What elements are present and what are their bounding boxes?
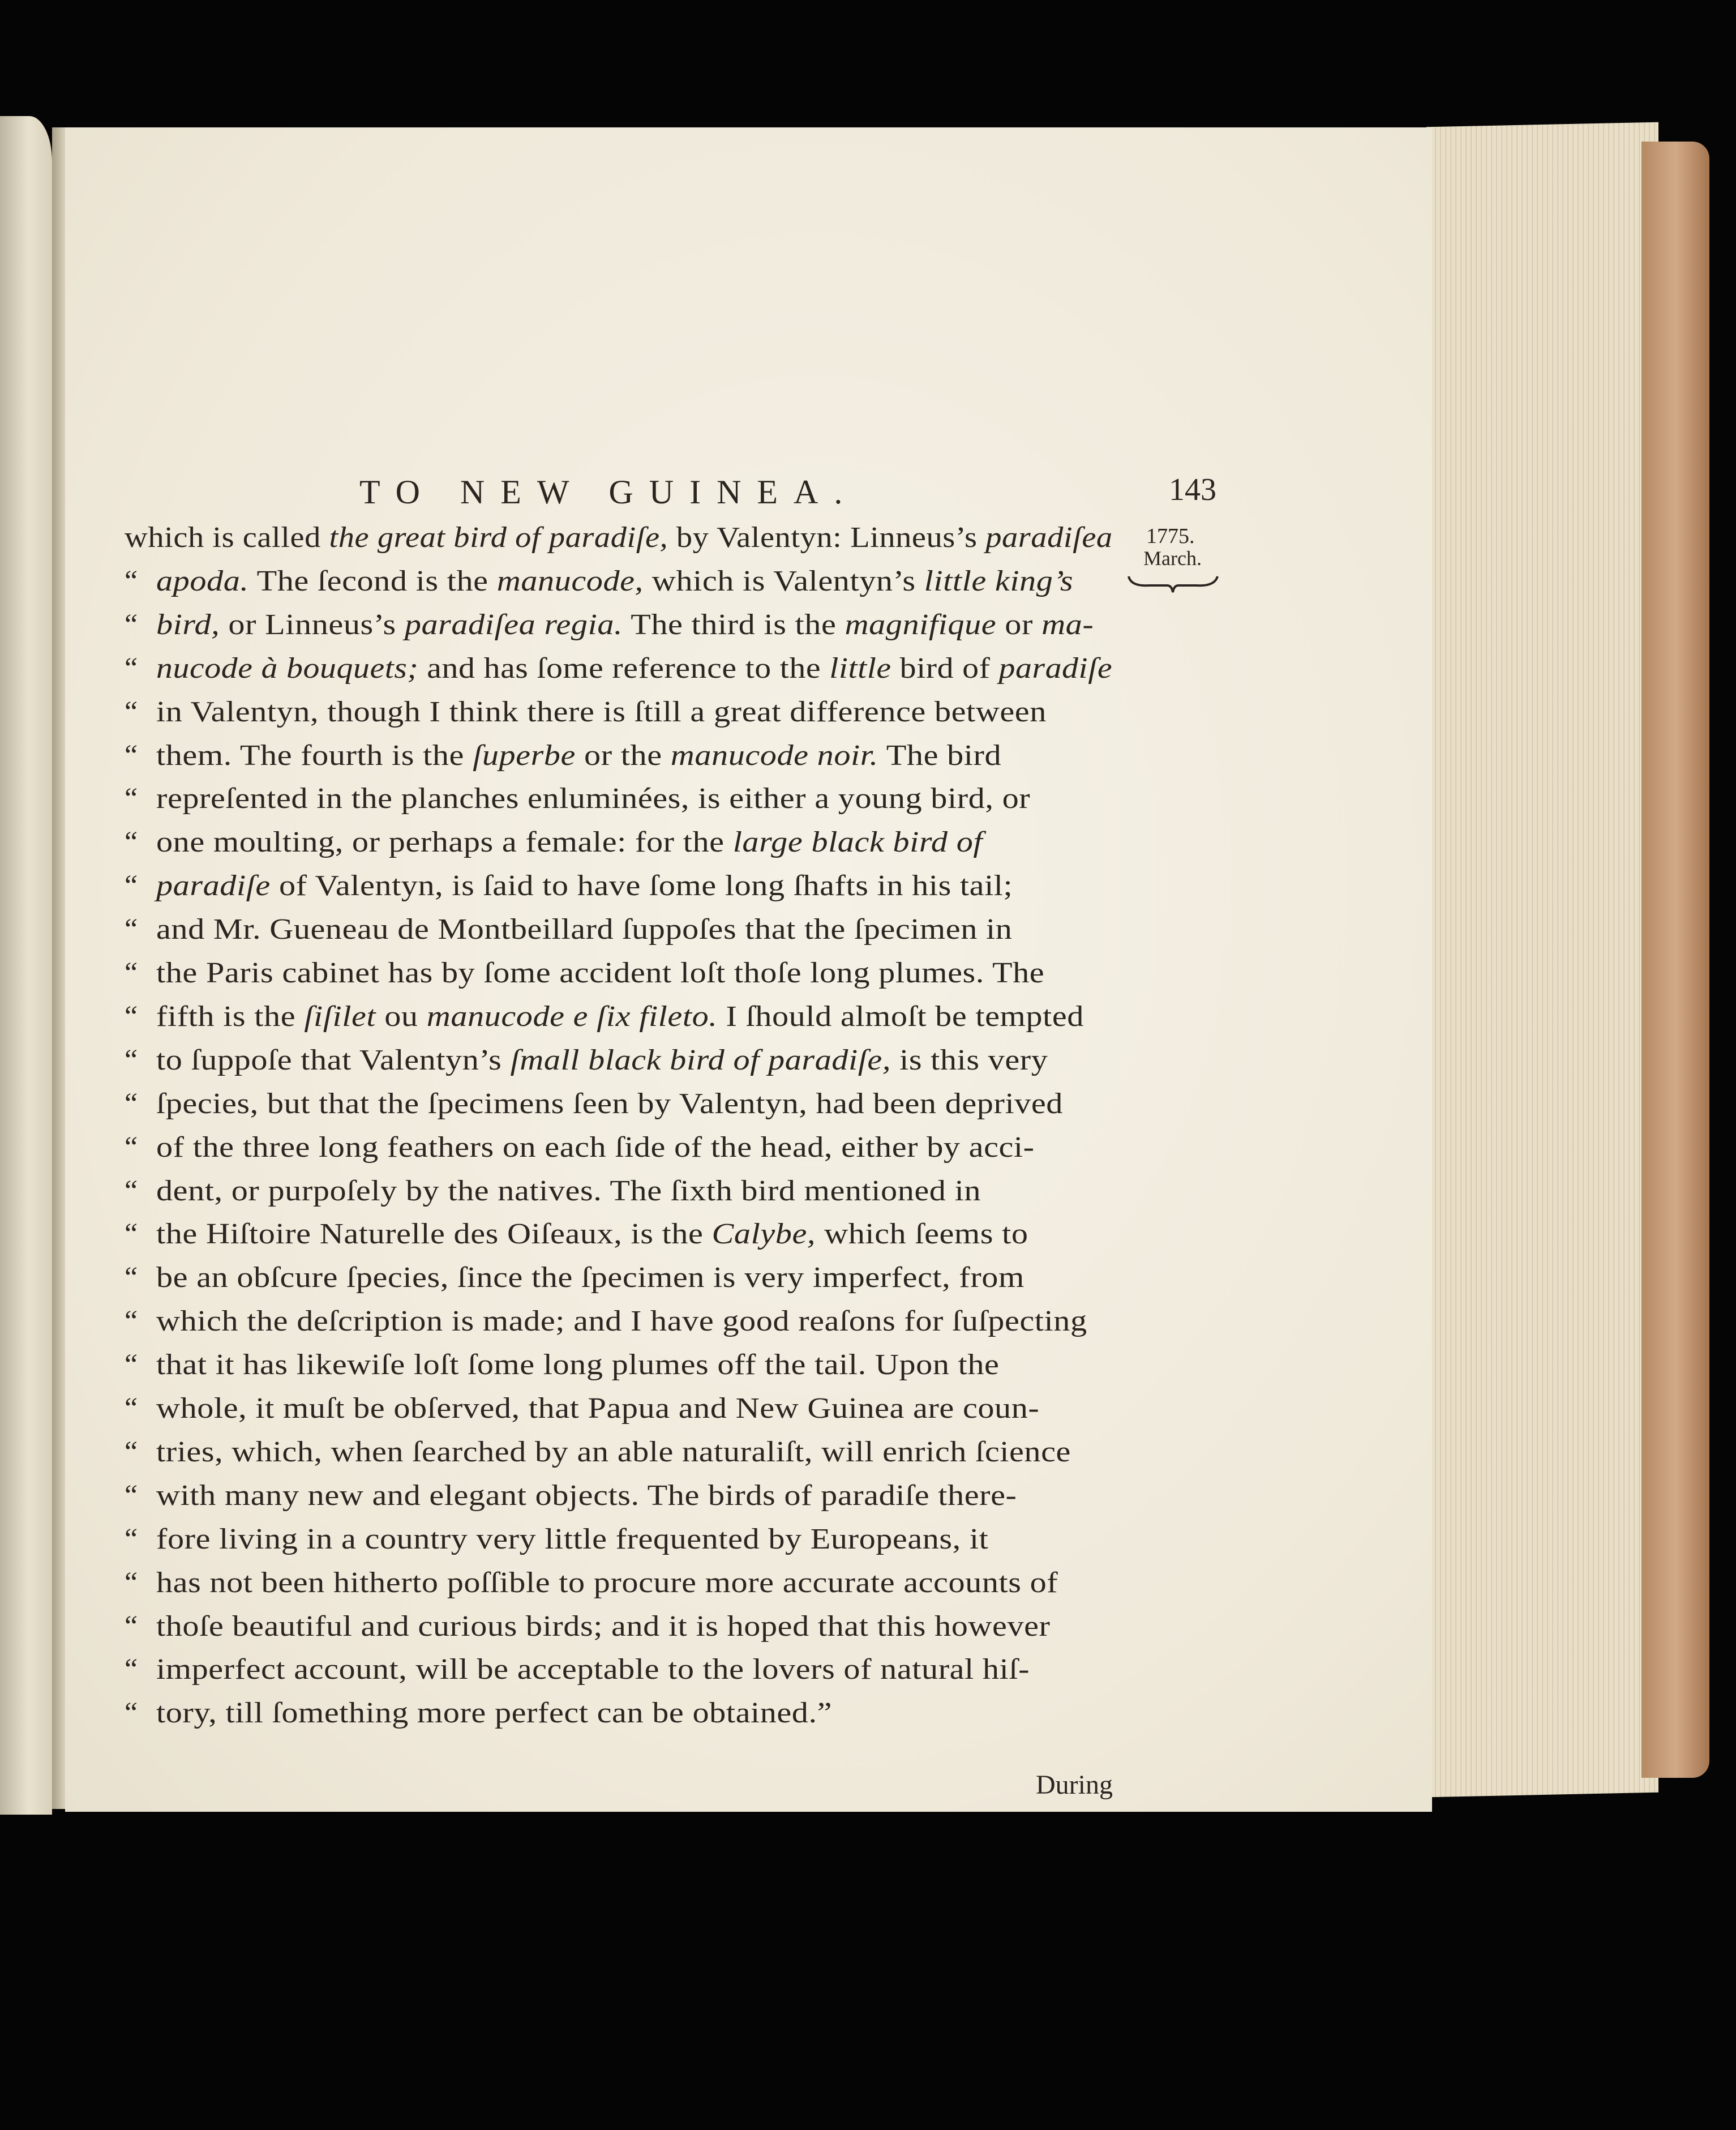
roman-text: to ſuppoſe that Valentyn’s (156, 1043, 511, 1076)
text-line (125, 608, 1094, 641)
roman-text: in Valentyn, though I think there is ſtill a great difference between (156, 695, 1047, 728)
italic-text: magnifique (845, 608, 997, 641)
italic-text: ſiſilet (304, 1000, 376, 1033)
page-number: 143 (1169, 472, 1216, 507)
roman-text: that it has likewiſe loſt ſome long plumes off the tail. Upon the (156, 1349, 1000, 1381)
italic-text: nucode à bouquets; (156, 652, 419, 685)
line-text (156, 1348, 999, 1381)
catchword: During (1036, 1770, 1113, 1800)
italic-text: paradiſe (998, 652, 1113, 685)
text-line (125, 1392, 1040, 1425)
quote-mark: “ (125, 870, 138, 903)
quote-mark: “ (125, 1000, 138, 1033)
line-text (156, 1653, 1030, 1686)
roman-text: dent, or purpoſely by the natives. The ſixth bird mentioned in (156, 1174, 981, 1207)
text-line (125, 739, 1002, 772)
line-text (156, 1610, 1051, 1643)
line-text (156, 1304, 1087, 1338)
italic-text: large black bird of (732, 826, 983, 859)
quote-mark: “ (125, 1653, 138, 1686)
italic-text: apoda. (156, 564, 249, 597)
quote-mark: “ (125, 739, 138, 772)
roman-text: tory, till ſomething more perfect can be obtained.” (156, 1697, 833, 1730)
text-line (125, 913, 1013, 946)
roman-text: bird of (891, 652, 999, 685)
roman-text: The ſecond is the (248, 564, 497, 597)
line-text (156, 913, 1012, 946)
quote-mark: “ (125, 1566, 138, 1599)
italic-text: paradiſea regia. (404, 608, 623, 641)
text-line (125, 695, 1047, 729)
line-text (156, 739, 1001, 772)
quote-mark: “ (125, 1610, 138, 1643)
line-text (156, 1174, 981, 1208)
roman-text: imperfect account, will be acceptable to the lovers of natural hiſ- (156, 1653, 1030, 1686)
quote-mark: “ (125, 1218, 138, 1251)
roman-text: I ſhould almoſt be tempted (717, 1000, 1084, 1033)
line-text (156, 608, 1094, 641)
book-page (65, 127, 1432, 1812)
italic-text: little (829, 652, 891, 685)
roman-text: whole, it muſt be obſerved, that Papua and New Guinea are coun- (156, 1392, 1040, 1425)
text-line (125, 869, 1013, 903)
quote-mark: “ (125, 1087, 138, 1120)
roman-text: or Linneus’s (220, 608, 405, 641)
quote-mark: “ (125, 1131, 138, 1164)
roman-text: one moulting, or perhaps a female: for the (156, 826, 733, 859)
roman-text: them. The fourth is the (156, 739, 473, 772)
roman-text: the Paris cabinet has by ſome accident loſt thoſe long plumes. The (156, 957, 1045, 989)
line-text (156, 1435, 1071, 1469)
quote-mark: “ (125, 1522, 138, 1555)
text-line (125, 956, 1045, 990)
roman-text: with many new and elegant objects. The birds of paradiſe there- (156, 1479, 1017, 1512)
text-line (125, 1043, 1048, 1077)
line-text (125, 521, 1113, 554)
italic-text: the great bird of paradiſe, (329, 521, 668, 554)
roman-text: is this very (890, 1043, 1048, 1076)
text-line (125, 521, 1113, 554)
text-line (125, 1610, 1051, 1643)
line-text (156, 1566, 1058, 1599)
text-line (125, 1174, 981, 1208)
line-text (156, 956, 1044, 990)
roman-text: fore living in a country very little frequented by Europeans, it (156, 1522, 989, 1555)
roman-text: has not been hitherto poſſible to procure more accurate accounts of (156, 1566, 1058, 1599)
quote-mark: “ (125, 564, 138, 597)
roman-text: tries, which, when ſearched by an able naturaliſt, will enrich ſcience (156, 1435, 1071, 1468)
line-text (156, 1217, 1028, 1251)
roman-text: thoſe beautiful and curious birds; and it is hoped that this however (156, 1610, 1051, 1643)
roman-text: which is called (125, 521, 329, 554)
italic-text: ſuperbe (473, 739, 576, 772)
roman-text: and has ſome reference to the (418, 652, 830, 685)
text-line (125, 1479, 1017, 1512)
roman-text: of Valentyn, is ſaid to have ſome long ſhafts in his tail; (270, 870, 1013, 903)
text-line (125, 782, 1031, 815)
roman-text: ou (376, 1000, 427, 1033)
roman-text: and Mr. Gueneau de Montbeillard ſuppoſes that the ſpecimen in (156, 913, 1013, 946)
text-line (125, 1131, 1035, 1164)
text-line (125, 1000, 1084, 1033)
page-stack-fore-edge (1426, 122, 1658, 1798)
line-text (156, 782, 1030, 815)
running-title: TO NEW GUINEA. (359, 473, 859, 511)
roman-text: fifth is the (156, 1000, 305, 1033)
quote-mark: “ (125, 652, 138, 685)
quote-mark: “ (125, 1174, 138, 1207)
line-text (156, 1696, 832, 1730)
text-line (125, 826, 983, 859)
line-text (156, 1479, 1017, 1512)
roman-text: of the three long feathers on each ſide of the head, either by acci- (156, 1131, 1035, 1164)
line-text (156, 1000, 1084, 1033)
line-text (156, 1131, 1035, 1164)
roman-text: The bird (878, 739, 1002, 772)
line-text (156, 652, 1112, 685)
italic-text: manucode, (496, 564, 644, 597)
text-line (125, 1348, 1000, 1381)
quote-mark: “ (125, 1261, 138, 1294)
text-line (125, 1304, 1087, 1338)
margin-note-year: 1775. (1146, 524, 1195, 548)
text-line (125, 564, 1074, 598)
text-line (125, 1566, 1058, 1599)
line-text (156, 695, 1047, 729)
text-line (125, 1522, 989, 1556)
quote-mark: “ (125, 826, 138, 859)
quote-mark: “ (125, 957, 138, 989)
text-line (125, 1217, 1028, 1251)
line-text (156, 1522, 988, 1556)
text-line (125, 1087, 1063, 1120)
roman-text: the Hiſtoire Naturelle des Oiſeaux, is the (156, 1218, 712, 1251)
roman-text: which ſeems to (815, 1218, 1028, 1251)
roman-text: repreſented in the planches enluminées, is either a young bird, or (156, 782, 1031, 815)
text-line (125, 1261, 1025, 1294)
roman-text: be an obſcure ſpecies, ſince the ſpecimen is very imperfect, from (156, 1261, 1025, 1294)
roman-text: which is Valentyn’s (643, 564, 924, 597)
line-text (156, 869, 1013, 903)
roman-text: The third is the (623, 608, 845, 641)
quote-mark: “ (125, 1305, 138, 1338)
italic-text: ſmall black bird of paradiſe, (510, 1043, 891, 1076)
quote-mark: “ (125, 1697, 138, 1730)
roman-text: ſpecies, but that the ſpecimens ſeen by Valentyn, had been deprived (156, 1087, 1063, 1120)
italic-text: little king’s (924, 564, 1074, 597)
line-text (156, 1087, 1063, 1120)
body-text (65, 127, 1432, 1812)
italic-text: manucode noir. (670, 739, 878, 772)
italic-text: ma- (1041, 608, 1094, 641)
quote-mark: “ (125, 913, 138, 946)
text-line (125, 1653, 1030, 1686)
text-line (125, 1696, 833, 1730)
quote-mark: “ (125, 1349, 138, 1381)
line-text (156, 1043, 1048, 1077)
leather-cover-edge (1641, 142, 1709, 1778)
roman-text: or (996, 608, 1042, 641)
line-text (156, 564, 1073, 598)
line-text (156, 1261, 1025, 1294)
text-line (125, 1435, 1071, 1469)
italic-text: Calybe, (711, 1218, 816, 1251)
text-line (125, 652, 1113, 685)
quote-mark: “ (125, 1435, 138, 1468)
line-text (156, 826, 983, 859)
line-text (156, 1392, 1039, 1425)
margin-note-month: March. (1143, 547, 1202, 570)
roman-text: which the deſcription is made; and I have good reaſons for ſuſpecting (156, 1305, 1087, 1338)
italic-text: paradiſea (985, 521, 1113, 554)
italic-text: manucode e ſix fileto. (426, 1000, 718, 1033)
facing-page-edge (0, 116, 52, 1815)
quote-mark: “ (125, 1392, 138, 1425)
italic-text: bird, (156, 608, 220, 641)
quote-mark: “ (125, 695, 138, 728)
quote-mark: “ (125, 608, 138, 641)
roman-text: by Valentyn: Linneus’s (668, 521, 986, 554)
italic-text: paradiſe (156, 870, 271, 903)
quote-mark: “ (125, 1043, 138, 1076)
quote-mark: “ (125, 782, 138, 815)
quote-mark: “ (125, 1479, 138, 1512)
roman-text: or the (575, 739, 671, 772)
